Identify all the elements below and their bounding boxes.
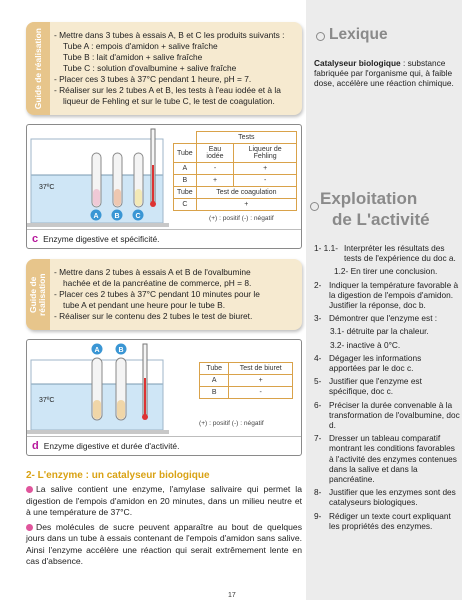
legend: (+) : positif (-) : négatif [209, 215, 274, 222]
lexique-term: Catalyseur biologique [314, 58, 401, 68]
procedure-line: liqueur de Fehling et sur le tube C, le test de coagulation. [63, 96, 275, 106]
question-item: 4- Dégager les informations apportées par le doc c. [314, 352, 422, 374]
thermometer-icon [142, 344, 148, 420]
procedure-box-1 [26, 22, 302, 115]
procedure-line: tube A et pendant une heure pour le tube B. [63, 300, 226, 310]
table-row: B + - [174, 175, 297, 187]
figure-d-caption [27, 436, 301, 455]
paragraph-1: La salive contient une enzyme, l'amylase salivaire qui permet la digestion de l'empois d'amidon en 20 minutes, dans un milieu neutre et à une température de 37°C. [26, 484, 302, 517]
tube-b [116, 358, 126, 420]
tube-label-b: B [118, 347, 124, 354]
question-item: 2- Indiquer la température favorable à la digestion de l'empois d'amidon. Justifier la réponse, doc b. [314, 279, 459, 311]
table-row: C + [174, 199, 297, 211]
procedure-line: - Réaliser sur les 2 tubes A et B, les tests à l'eau iodée et à la [54, 85, 281, 95]
figure-c-caption [27, 229, 301, 248]
coagulation-header: Test de coagulation [196, 187, 296, 199]
procedure-line: - Mettre dans 3 tubes à essais A, B et C les produits suivants : [54, 30, 285, 40]
caption-text: Enzyme digestive et durée d'activité. [43, 441, 180, 451]
procedure-line: - Placer ces 2 tubes à 37°C pendant 10 minutes pour le [54, 289, 260, 299]
procedure-line: Tube A : empois d'amidon + salive fraîche [63, 41, 218, 51]
thermometer-icon [150, 129, 156, 207]
procedure-line: - Placer ces 3 tubes à 37°C pendant 1 heure, pH = 7. [54, 74, 252, 84]
tube-header: Tube [174, 144, 197, 163]
lexique-text: : substance fabriquée par l'organisme qui, à faible dose, accélère une réaction chimique. [314, 58, 454, 88]
question-item: 8- Justifier que les enzymes sont des catalyseurs biologiques. [314, 487, 456, 508]
figure-letter: c [32, 233, 39, 245]
table-row: A + [200, 375, 293, 387]
question-subitem: 3.1- détruite par la chaleur. [330, 326, 429, 337]
question-item: 9- Rédiger un texte court expliquant les propriétés des enzymes. [314, 510, 451, 531]
tests-header: Tests [196, 132, 296, 144]
question-item: 5- Justifier que l'enzyme est spécifique, doc c. [314, 376, 422, 397]
question-item: 3- Démontrer que l'enzyme est : [314, 313, 438, 324]
question-subitem: 1.2- En tirer une conclusion. [334, 266, 438, 277]
figure-d-illustration [27, 340, 301, 436]
tube-label-b: B [114, 213, 120, 220]
question-item: 7- Dresser un tableau comparatif montrant les conditions favorables à l'activité des enzymes contenues dans la salive et dans la pancréatine. [314, 433, 457, 485]
temperature-label: 37ºC [39, 397, 55, 404]
question-item: 1- 1.1- Interpréter les résultats des tests de l'expérience du doc a. [314, 243, 456, 264]
biuret-header: Test de biuret [229, 363, 293, 375]
figure-letter: d [32, 440, 39, 452]
table-row: B - [200, 387, 293, 399]
results-table-c [173, 131, 297, 211]
paragraph-2: Des molécules de sucre peuvent apparaître au bout de quelques jours dans un tube à essais contenant de l'empois d'amidon sans salive. Ainsi l'enzyme accélère une réaction qui serait extrêmement lente en cas d'absence. [26, 521, 302, 566]
figure-d [26, 339, 302, 456]
procedure-side-tab: Guide de réalisation [26, 259, 50, 330]
figure-c-illustration [27, 125, 301, 229]
tube-a [92, 358, 102, 420]
caption-text: Enzyme digestive et spécificité. [43, 234, 160, 244]
results-table-d [199, 362, 293, 399]
right-column [306, 0, 462, 600]
tube-b [113, 153, 122, 207]
question-item: 6- Préciser la durée convenable à la transformation de l'ovalbumine, doc d. [314, 399, 460, 431]
tube-c [134, 153, 143, 207]
tube-header-2: Tube [174, 187, 197, 199]
procedure-side-tab: Guide de réalisation [26, 22, 50, 115]
tube-label-a: A [93, 213, 99, 220]
question-list [314, 243, 460, 534]
procedure-line: - Réaliser sur le contenu des 2 tubes le test de biuret. [54, 311, 253, 321]
exploitation-title: Exploitation de L'activité [320, 189, 430, 229]
circle-icon [316, 32, 325, 41]
lexique-title: Lexique [316, 26, 388, 44]
question-subitem: 3.2- inactive à 0°C. [330, 339, 401, 350]
procedure-line: hachée et de la pancréatine de commerce, pH = 8. [63, 278, 252, 288]
bullet-icon [26, 486, 33, 493]
tube-label-a: A [94, 347, 100, 354]
legend: (+) : positif (-) : négatif [199, 420, 264, 427]
left-column [26, 22, 302, 568]
figure-c [26, 124, 302, 249]
fehling-header: Liqueur de Fehling [234, 144, 297, 163]
procedure-box-2 [26, 259, 302, 330]
page-number: 17 [228, 592, 236, 599]
table-row: A - + [174, 163, 297, 175]
section-title: 2- L'enzyme : un catalyseur biologique [26, 470, 210, 481]
circle-icon [310, 202, 319, 211]
procedure-line: Tube C : solution d'ovalbumine + salive fraîche [63, 63, 237, 73]
tube-a [92, 153, 101, 207]
procedure-line: Tube B : lait d'amidon + salive fraîche [63, 52, 203, 62]
tube-header: Tube [200, 363, 229, 375]
temperature-label: 37ºC [39, 184, 55, 191]
iodine-header: Eau iodée [196, 144, 234, 163]
procedure-line: - Mettre dans 2 tubes à essais A et B de l'ovalbumine [54, 267, 251, 277]
lexique-definition [314, 58, 456, 88]
bullet-icon [26, 524, 33, 531]
tube-label-c: C [135, 213, 141, 220]
